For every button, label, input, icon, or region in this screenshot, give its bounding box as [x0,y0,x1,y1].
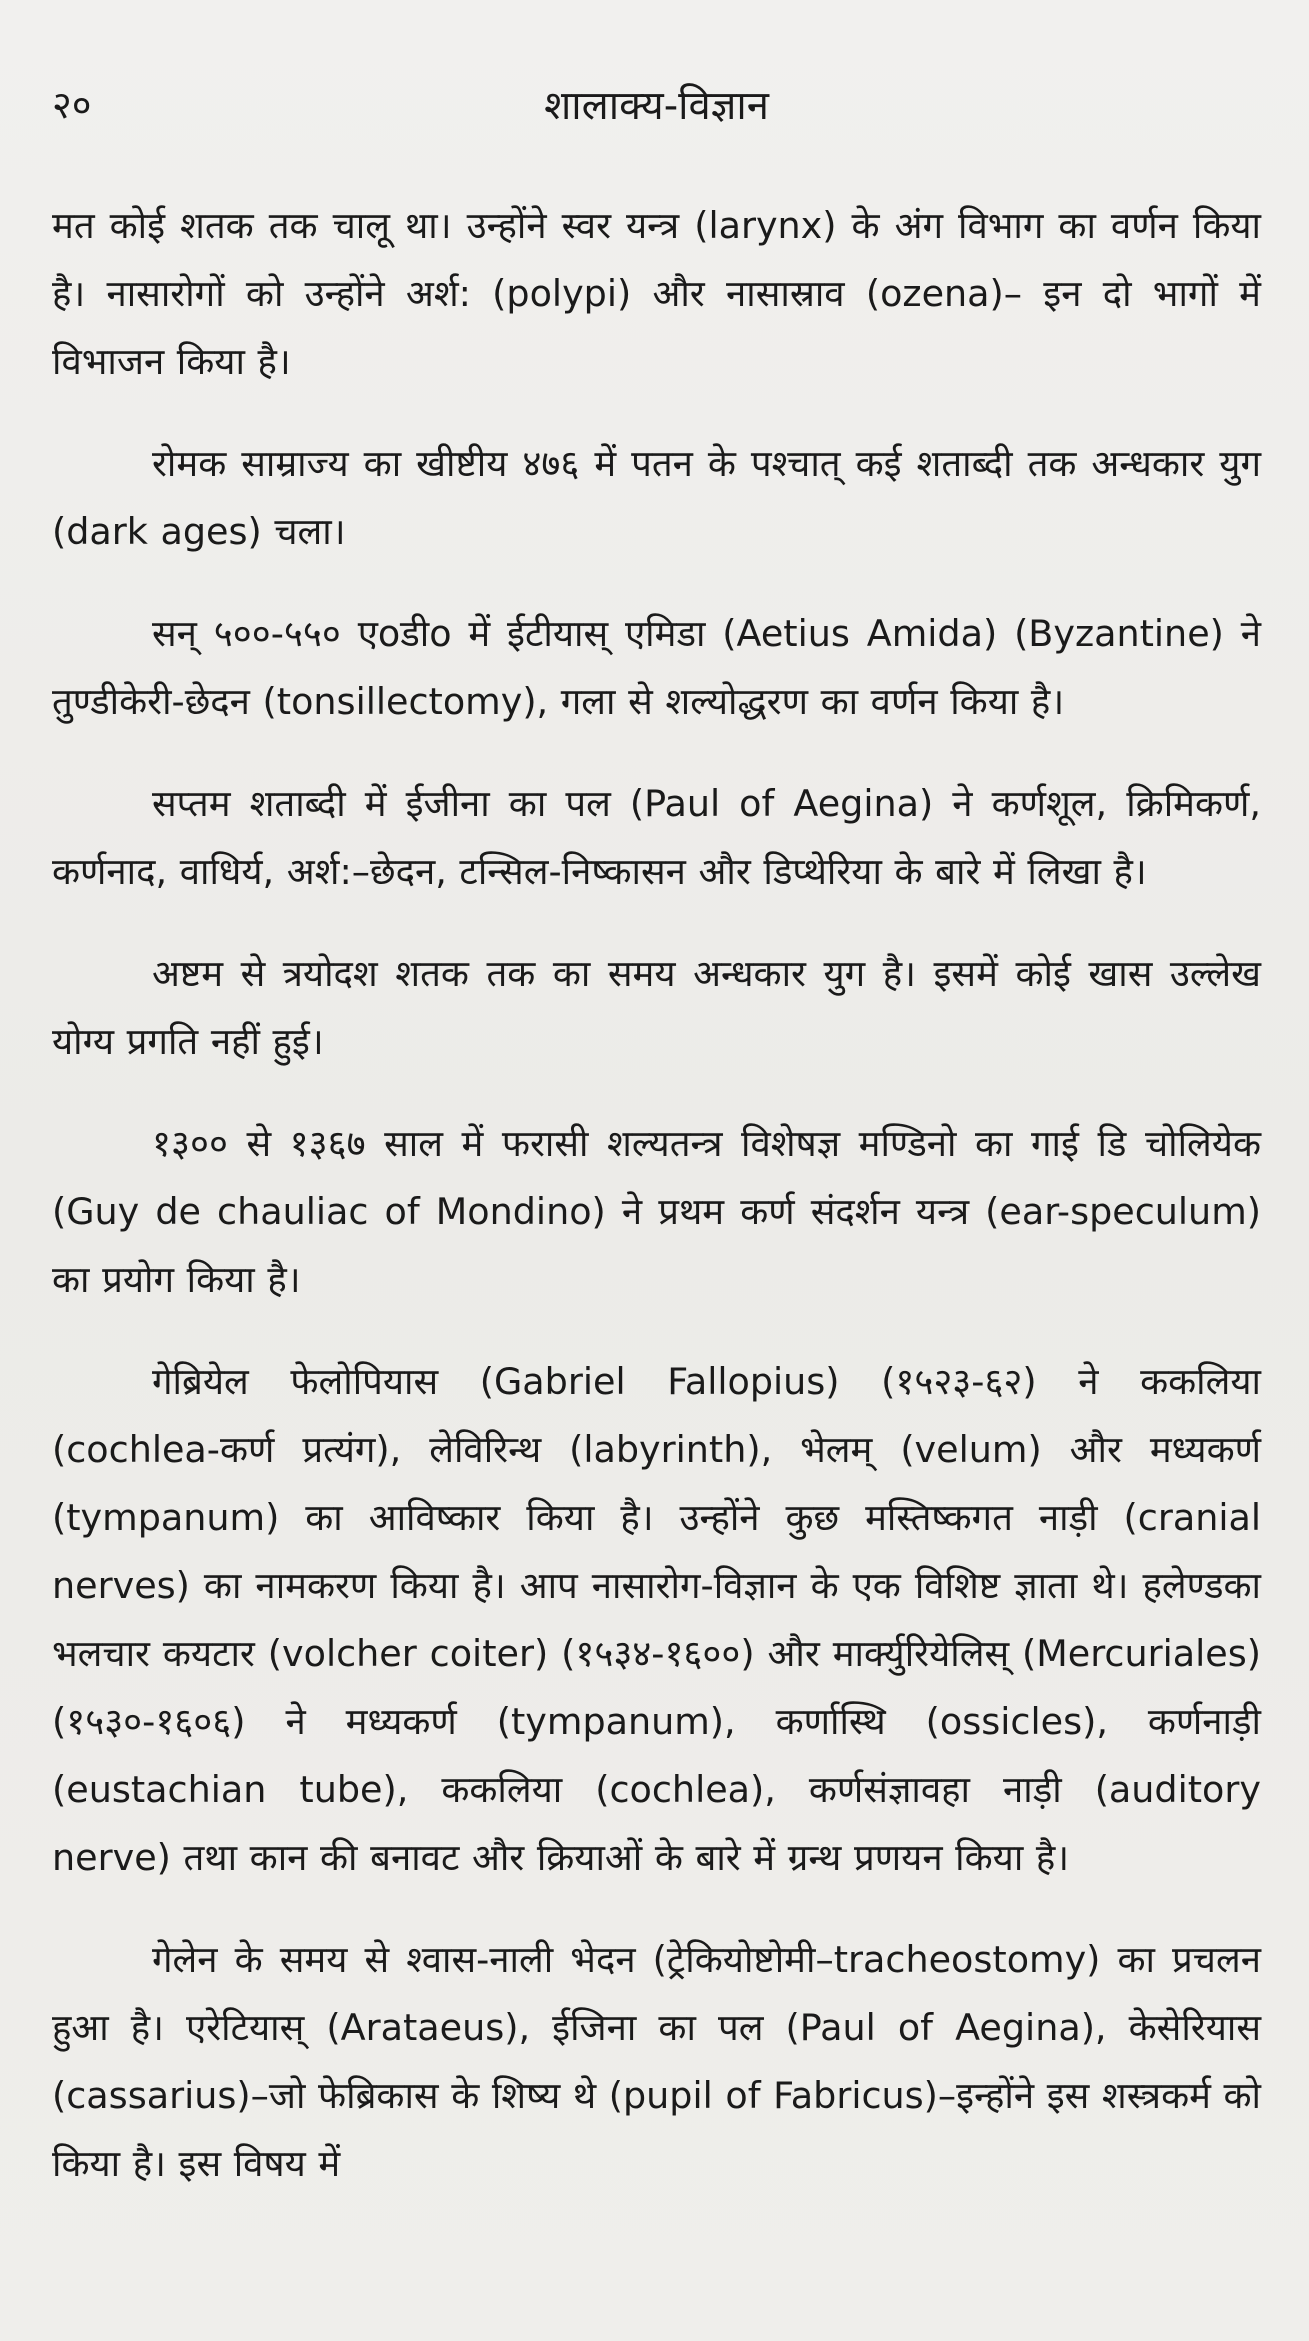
paragraph: १३०० से १३६७ साल में फरासी शल्यतन्त्र विशेषज्ञ मण्डिनो का गाई डि चोलियेक (Guy de chauliac of Mondino) ने प्रथम कर्ण संदर्शन यन्त्र (ear-speculum) का प्रयोग किया है। [52,1122,1261,1301]
paragraph: गेलेन के समय से श्वास-नाली भेदन (ट्रेकियोष्टोमी–tracheostomy) का प्रचलन हुआ है। एरेटियास् (Arataeus), ईजिना का पल (Paul of Aegina), केसेरियास (cassarius)–जो फेब्रिकास के शिष्य थे (pupil of Fabricus)–इन्होंने इस शस्त्रकर्म को किया है। इस विषय में [52,1938,1262,2185]
paragraph: सप्तम शताब्दी में ईजीना का पल (Paul of Aegina) ने कर्णशूल, क्रिमिकर्ण, कर्णनाद, वाधिर्य, अर्श:–छेदन, टन्सिल-निष्कासन और डिप्थेरिया के बारे में लिखा है। [52,782,1261,893]
page-number: २० [52,83,92,127]
paragraph: गेब्रियेल फेलोपियास (Gabriel Fallopius) (१५२३-६२) ने ककलिया (cochlea-कर्ण प्रत्यंग), लेविरिन्थ (labyrinth), भेलम् (velum) और मध्यकर्ण (tympanum) का आविष्कार किया है। उन्होंने कुछ मस्तिष्कगत नाड़ी (cranial nerves) का नामकरण किया है। आप नासारोग-विज्ञान के एक विशिष्ट ज्ञाता थे। हलेण्डका भलचार कयटार (volcher coiter) (१५३४-१६००) और मार्क्युरियेलिस् (Mercuriales) (१५३०-१६०६) ने मध्यकर्ण (tympanum), कर्णास्थि (ossicles), कर्णनाड़ी (eustachian tube), ककलिया (cochlea), कर्णसंज्ञावहा नाड़ी (auditory nerve) तथा कान की बनावट और क्रियाओं के बारे में ग्रन्थ प्रणयन किया है। [52,1360,1261,1879]
paragraph: अष्टम से त्रयोदश शतक तक का समय अन्धकार युग है। इसमें कोई खास उल्लेख योग्य प्रगति नहीं हुई। [52,952,1261,1063]
paragraph: सन् ५००-५५० एoडीo में ईटीयास् एमिडा (Aetius Amida) (Byzantine) ने तुण्डीकेरी-छेदन (tonsillectomy), गला से शल्योद्धरण का वर्णन किया है। [52,612,1261,723]
paragraph: मत कोई शतक तक चालू था। उन्होंने स्वर यन्त्र (larynx) के अंग विभाग का वर्णन किया है। नासारोगों को उन्होंने अर्श: (polypi) और नासास्राव (ozena)– इन दो भागों में विभाजन किया है। [52,204,1261,383]
paragraph: रोमक साम्राज्य का खीष्टीय ४७६ में पतन के पश्चात् कई शताब्दी तक अन्धकार युग (dark ages) चला। [52,442,1261,553]
body-text [52,192,1261,2198]
running-title: शालाक्य-विज्ञान [544,83,769,129]
page-header [52,70,1261,152]
